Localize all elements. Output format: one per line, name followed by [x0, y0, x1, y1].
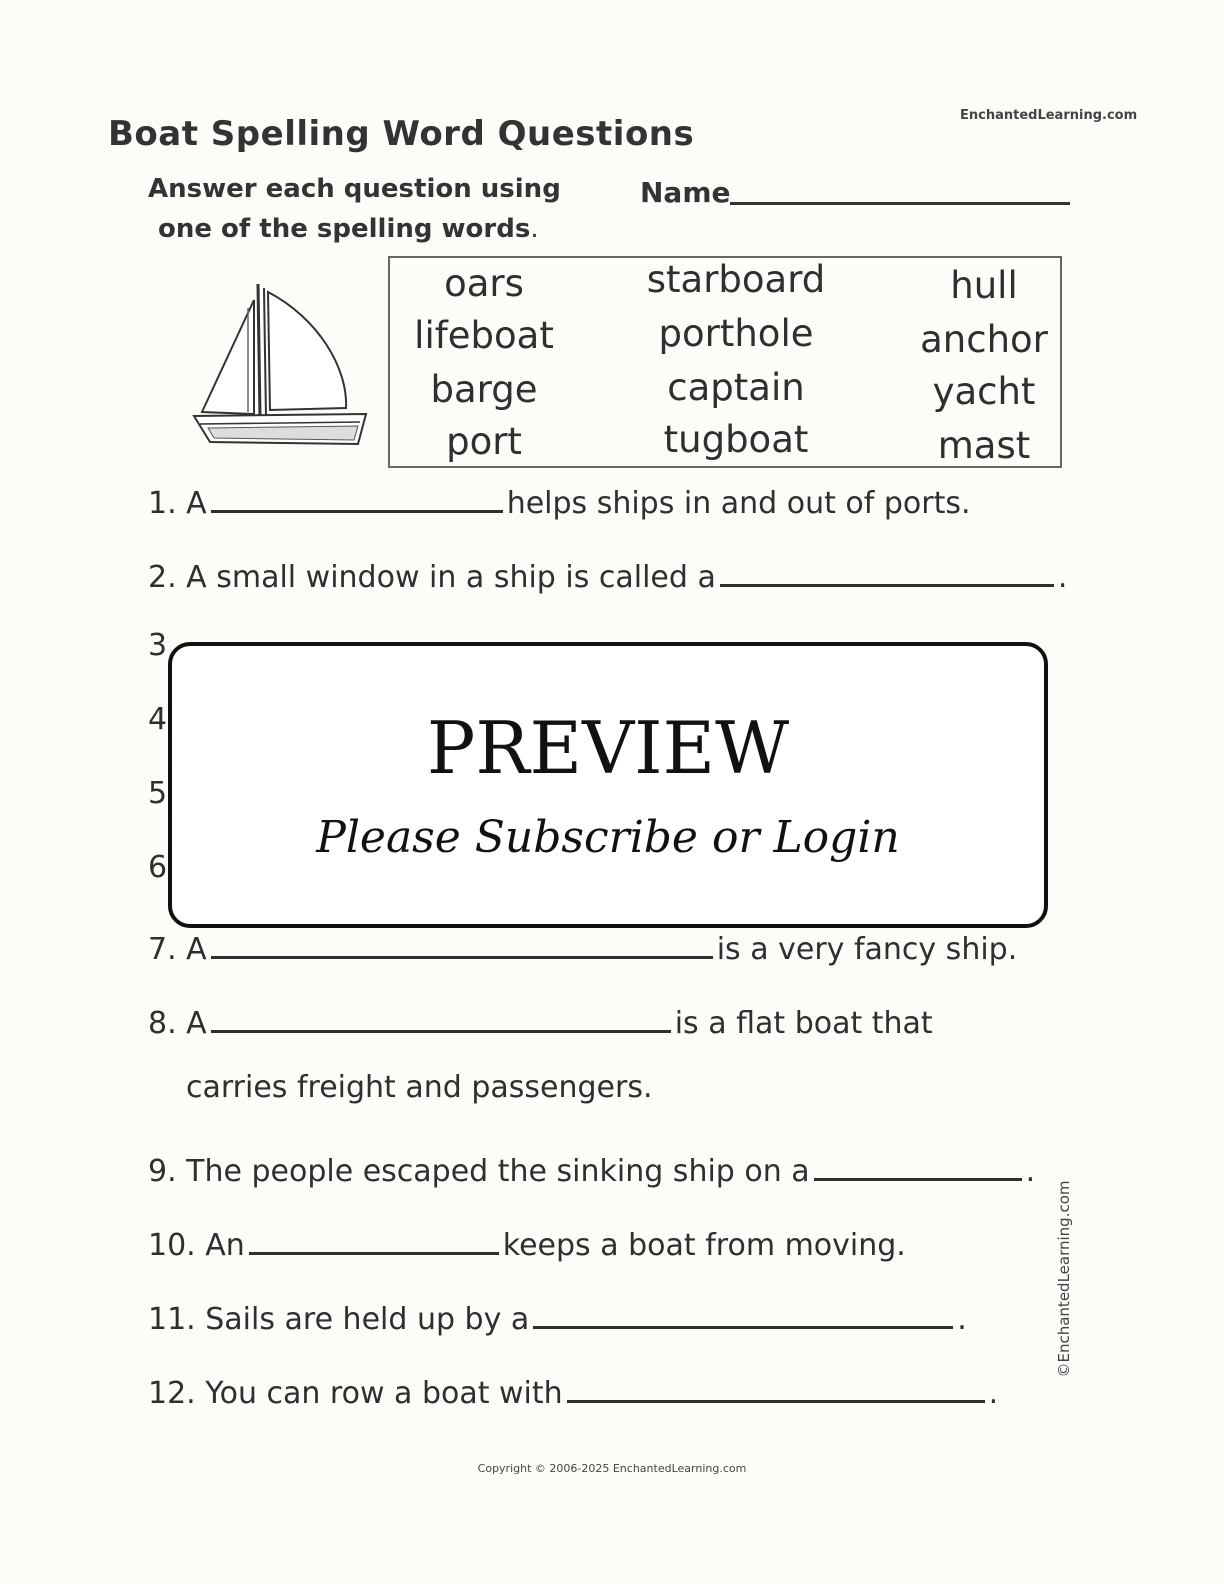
- word: porthole: [658, 312, 814, 355]
- page-title: Boat Spelling Word Questions: [108, 114, 695, 154]
- question-3: 3: [148, 628, 168, 663]
- answer-blank[interactable]: [211, 926, 713, 959]
- sailboat-icon: [188, 278, 374, 454]
- answer-blank[interactable]: [533, 1296, 953, 1329]
- word: mast: [937, 424, 1031, 467]
- word: yacht: [932, 370, 1036, 413]
- question-8: 8. A is a flat boat that: [148, 1000, 933, 1041]
- question-12: 12. You can row a boat with .: [148, 1370, 998, 1411]
- answer-blank[interactable]: [720, 554, 1054, 587]
- answer-blank[interactable]: [211, 1000, 671, 1033]
- word: anchor: [920, 318, 1048, 361]
- word: oars: [444, 262, 524, 305]
- subscribe-login-link[interactable]: Please Subscribe or Login: [316, 812, 900, 863]
- question-1: 1. A helps ships in and out of ports.: [148, 480, 971, 521]
- question-4: 4: [148, 702, 168, 737]
- word: barge: [430, 368, 538, 411]
- word: captain: [667, 366, 805, 409]
- preview-overlay[interactable]: [168, 642, 1048, 928]
- answer-blank[interactable]: [211, 480, 503, 513]
- question-11: 11. Sails are held up by a .: [148, 1296, 967, 1337]
- preview-title: PREVIEW: [426, 706, 790, 790]
- footer-copyright: Copyright © 2006-2025 EnchantedLearning.com: [477, 1462, 747, 1475]
- word-bank: [388, 256, 1062, 468]
- instructions-line-1: Answer each question using: [148, 174, 561, 204]
- name-label: Name: [640, 176, 731, 209]
- word: lifeboat: [414, 314, 554, 357]
- question-5: 5: [148, 776, 168, 811]
- instructions-line-2: one of the spelling words.: [158, 214, 539, 244]
- word: port: [446, 420, 522, 463]
- word: tugboat: [663, 418, 809, 461]
- answer-blank[interactable]: [567, 1370, 985, 1403]
- word: starboard: [646, 258, 826, 301]
- site-name[interactable]: EnchantedLearning.com: [960, 108, 1138, 123]
- answer-blank[interactable]: [814, 1148, 1022, 1181]
- question-9: 9. The people escaped the sinking ship on a .: [148, 1148, 1035, 1189]
- question-6: 6: [148, 850, 168, 885]
- question-8-continued: carries freight and passengers.: [186, 1070, 653, 1105]
- answer-blank[interactable]: [249, 1222, 499, 1255]
- word: hull: [950, 264, 1018, 307]
- question-10: 10. An keeps a boat from moving.: [148, 1222, 906, 1263]
- name-field[interactable]: [730, 202, 1070, 205]
- question-7: 7. A is a very fancy ship.: [148, 926, 1017, 967]
- question-2: 2. A small window in a ship is called a .: [148, 554, 1067, 595]
